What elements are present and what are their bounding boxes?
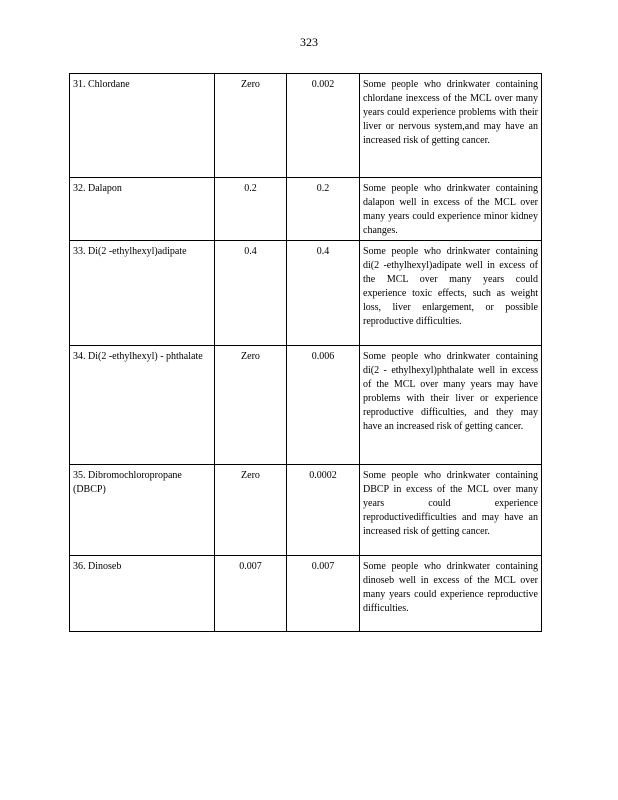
mclg-value: 0.2	[215, 178, 287, 241]
table-row	[70, 556, 542, 632]
health-effect: Some people who drinkwater containing dinoseb well in excess of the MCL over many years could experience reproductive difficulties.	[360, 556, 542, 632]
health-effect: Some people who drinkwater containing DBCP in excess of the MCL over many years could experience reproductivedifficulties and may have an increased risk of getting cancer.	[360, 465, 542, 556]
contaminant-name: 31. Chlordane	[70, 74, 215, 178]
mclg-value: 0.007	[215, 556, 287, 632]
contaminant-name: 35. Dibromochloropropane (DBCP)	[70, 465, 215, 556]
table-row	[70, 178, 542, 241]
page-number: 323	[300, 35, 318, 49]
table-row	[70, 241, 542, 346]
table-row	[70, 465, 542, 556]
mcl-value: 0.002	[287, 74, 360, 178]
table-row	[70, 346, 542, 465]
table-row	[70, 74, 542, 178]
contaminant-name: 32. Dalapon	[70, 178, 215, 241]
mcl-value: 0.2	[287, 178, 360, 241]
mclg-value: Zero	[215, 465, 287, 556]
mcl-value: 0.007	[287, 556, 360, 632]
mcl-value: 0.4	[287, 241, 360, 346]
health-effect: Some people who drinkwater containing di(2 -ethylhexyl)adipate well in excess of the MCL over many years could experience toxic effects, such as weight loss, liver enlargement, or possible reproductive difficulties.	[360, 241, 542, 346]
mclg-value: Zero	[215, 74, 287, 178]
mclg-value: 0.4	[215, 241, 287, 346]
health-effect: Some people who drinkwater containing chlordane inexcess of the MCL over many years could experience problems with their liver or nervous system,and may have an increased risk of getting cancer.	[360, 74, 542, 178]
contaminant-table	[69, 73, 542, 632]
health-effect: Some people who drinkwater containing di(2 - ethylhexyl)phthalate well in excess of the MCL over many years may have problems with their liver or experience reproductive difficulties, and they may have an increased risk of getting cancer.	[360, 346, 542, 465]
mclg-value: Zero	[215, 346, 287, 465]
contaminant-name: 36. Dinoseb	[70, 556, 215, 632]
health-effect: Some people who drinkwater containing dalapon well in excess of the MCL over many years could experience minor kidney changes.	[360, 178, 542, 241]
contaminant-name: 33. Di(2 -ethylhexyl)adipate	[70, 241, 215, 346]
contaminant-name: 34. Di(2 -ethylhexyl) - phthalate	[70, 346, 215, 465]
mcl-value: 0.0002	[287, 465, 360, 556]
mcl-value: 0.006	[287, 346, 360, 465]
